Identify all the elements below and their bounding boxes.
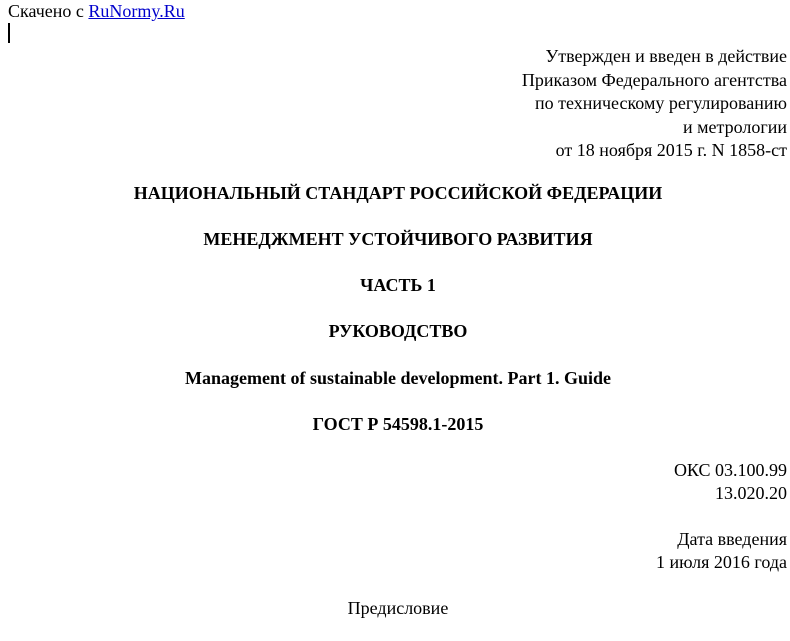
- preface-title: Предисловие: [347, 598, 449, 618]
- oks-code-secondary: 13.020.20: [715, 483, 787, 503]
- text-cursor: [8, 23, 10, 43]
- source-line: [8, 0, 185, 22]
- approval-line: и метрологии: [683, 116, 787, 137]
- approval-line: Приказом Федерального агентства: [521, 69, 787, 90]
- introduction-label: Дата введения: [677, 529, 787, 549]
- classification-block: [674, 459, 787, 505]
- standard-code: ГОСТ Р 54598.1-2015: [312, 414, 484, 434]
- standard-part: ЧАСТЬ 1: [360, 275, 436, 295]
- oks-code: ОКС 03.100.99: [673, 460, 787, 480]
- source-link[interactable]: RuNormy.Ru: [88, 1, 185, 21]
- source-prefix: Скачено с: [8, 1, 84, 21]
- english-title: Management of sustainable development. Part 1. Guide: [185, 368, 611, 388]
- approval-block: [522, 45, 787, 163]
- introduction-date: 1 июля 2016 года: [656, 552, 787, 572]
- standard-title: МЕНЕДЖМЕНТ УСТОЙЧИВОГО РАЗВИТИЯ: [203, 229, 593, 249]
- standard-subtitle: РУКОВОДСТВО: [328, 321, 468, 341]
- standard-heading: НАЦИОНАЛЬНЫЙ СТАНДАРТ РОССИЙСКОЙ ФЕДЕРАЦИИ: [133, 183, 663, 203]
- introduction-block: [656, 528, 787, 574]
- approval-line: Утвержден и введен в действие: [545, 46, 787, 66]
- approval-line: от 18 ноября 2015 г. N 1858-ст: [555, 140, 787, 160]
- approval-line: по техническому регулированию: [534, 93, 787, 113]
